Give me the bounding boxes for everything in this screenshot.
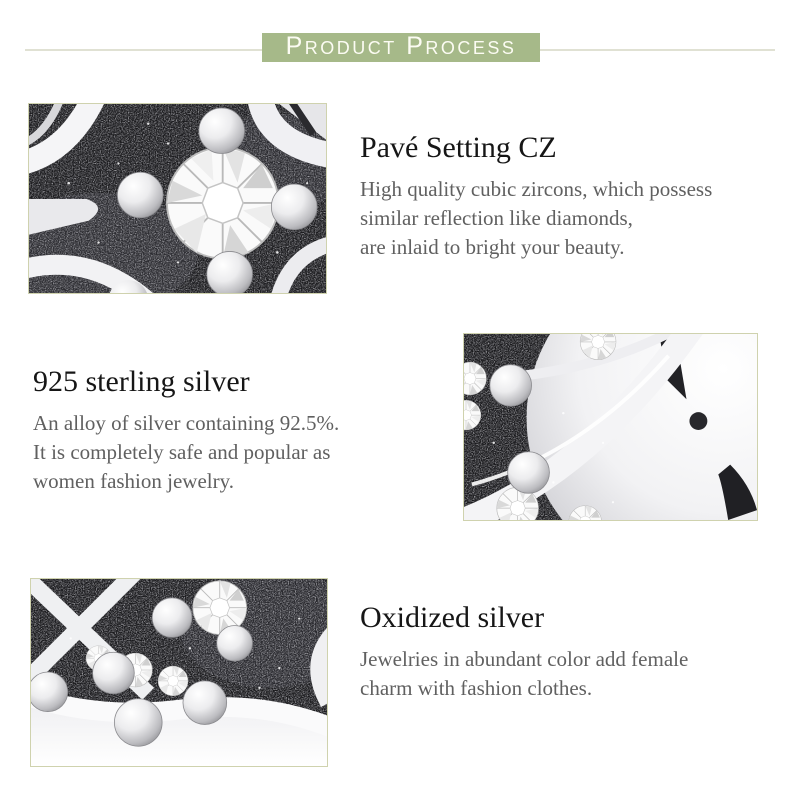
product-photo-oxidized-silver xyxy=(30,578,328,767)
section-body xyxy=(360,175,792,262)
product-photo-sterling-silver xyxy=(463,333,758,521)
body-line: High quality cubic zircons, which possess xyxy=(360,177,713,201)
section-heading: 925 sterling silver xyxy=(33,365,250,398)
banner-box xyxy=(262,33,540,62)
product-photo-pave-setting xyxy=(28,103,327,294)
section-heading: Pavé Setting CZ xyxy=(360,131,557,164)
body-line: similar reflection like diamonds, xyxy=(360,206,633,230)
section-body xyxy=(33,409,465,496)
body-line: Jewelries in abundant color add female xyxy=(360,647,689,671)
body-line: are inlaid to bright your beauty. xyxy=(360,235,625,259)
section-pave-setting xyxy=(360,131,792,262)
section-sterling-silver xyxy=(33,365,465,496)
section-heading: Oxidized silver xyxy=(360,601,545,634)
banner-rule-right xyxy=(540,49,775,51)
body-line: It is completely safe and popular as xyxy=(33,440,331,464)
page-title: Product Process xyxy=(285,32,517,60)
body-line: An alloy of silver containing 92.5%. xyxy=(33,411,340,435)
section-body xyxy=(360,645,792,703)
banner-rule-left xyxy=(25,49,262,51)
section-oxidized-silver xyxy=(360,601,792,703)
body-line: charm with fashion clothes. xyxy=(360,676,593,700)
body-line: women fashion jewelry. xyxy=(33,469,234,493)
